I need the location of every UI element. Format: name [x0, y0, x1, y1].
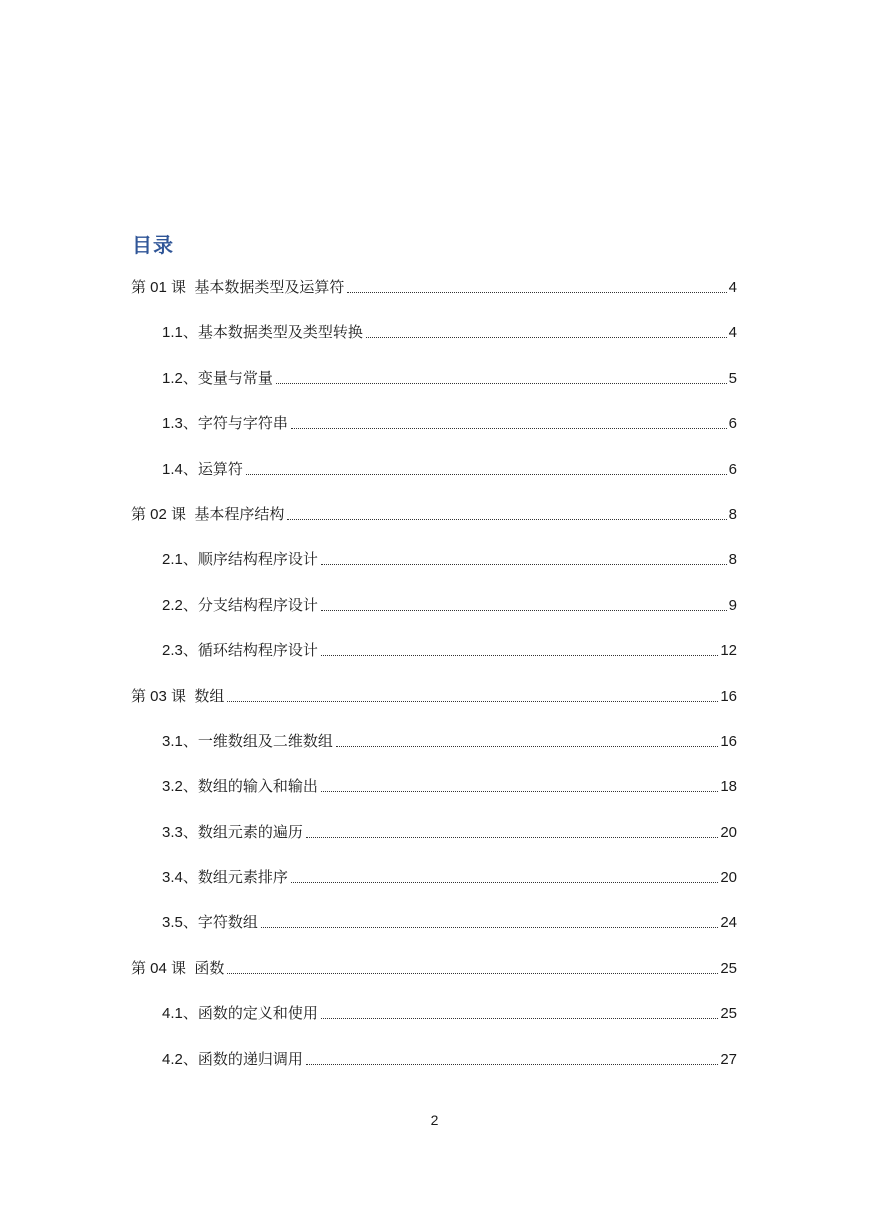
toc-entry-page: 20 — [720, 865, 737, 891]
toc-chapter-entry[interactable] — [131, 956, 737, 1001]
toc-entry-title: 2.2、分支结构程序设计 — [162, 593, 319, 619]
toc-dot-leader — [227, 956, 718, 974]
toc-entry-page: 8 — [729, 547, 737, 573]
toc-dot-leader — [366, 320, 727, 338]
toc-section-entry[interactable] — [131, 320, 737, 365]
toc-dot-leader — [321, 1001, 718, 1019]
toc-dot-leader — [306, 820, 718, 838]
toc-section-entry[interactable] — [131, 910, 737, 955]
toc-section-entry[interactable] — [131, 865, 737, 910]
toc-section-entry[interactable] — [131, 1047, 737, 1092]
toc-entry-page: 16 — [720, 684, 737, 710]
toc-section-entry[interactable] — [131, 820, 737, 865]
toc-entry-title: 3.4、数组元素排序 — [162, 865, 289, 891]
toc-chapter-entry[interactable] — [131, 684, 737, 729]
toc-entry-page: 5 — [729, 366, 737, 392]
toc-entry-page: 4 — [729, 320, 737, 346]
toc-entry-title: 1.4、运算符 — [162, 457, 244, 483]
toc-section-entry[interactable] — [131, 729, 737, 774]
toc-dot-leader — [306, 1047, 718, 1065]
toc-section-entry[interactable] — [131, 1001, 737, 1046]
toc-chapter-entry[interactable] — [131, 502, 737, 547]
toc-entry-title: 4.1、函数的定义和使用 — [162, 1001, 319, 1027]
toc-entry-title: 1.3、字符与字符串 — [162, 411, 289, 437]
toc-entry-title: 第 02 课 基本程序结构 — [131, 502, 285, 528]
toc-entry-title: 4.2、函数的递归调用 — [162, 1047, 304, 1073]
toc-entry-title: 3.1、一维数组及二维数组 — [162, 729, 334, 755]
toc-list — [131, 275, 737, 1092]
toc-entry-page: 9 — [729, 593, 737, 619]
toc-title: 目录 — [132, 235, 174, 257]
toc-entry-title: 3.5、字符数组 — [162, 910, 259, 936]
toc-dot-leader — [261, 910, 718, 928]
toc-section-entry[interactable] — [131, 593, 737, 638]
toc-dot-leader — [336, 729, 718, 747]
toc-entry-page: 27 — [720, 1047, 737, 1073]
toc-section-entry[interactable] — [131, 774, 737, 819]
toc-entry-page: 20 — [720, 820, 737, 846]
toc-entry-title: 3.3、数组元素的遍历 — [162, 820, 304, 846]
toc-entry-page: 25 — [720, 956, 737, 982]
toc-dot-leader — [321, 593, 727, 611]
toc-entry-title: 第 04 课 函数 — [131, 956, 225, 982]
toc-entry-title: 1.1、基本数据类型及类型转换 — [162, 320, 364, 346]
toc-entry-page: 6 — [729, 411, 737, 437]
toc-entry-title: 2.3、循环结构程序设计 — [162, 638, 319, 664]
toc-section-entry[interactable] — [131, 366, 737, 411]
toc-entry-page: 12 — [720, 638, 737, 664]
toc-dot-leader — [246, 457, 727, 475]
toc-entry-page: 8 — [729, 502, 737, 528]
toc-dot-leader — [321, 547, 727, 565]
toc-entry-title: 3.2、数组的输入和输出 — [162, 774, 319, 800]
toc-dot-leader — [276, 366, 727, 384]
toc-dot-leader — [321, 638, 718, 656]
toc-section-entry[interactable] — [131, 547, 737, 592]
toc-chapter-entry[interactable] — [131, 275, 737, 320]
toc-entry-page: 16 — [720, 729, 737, 755]
toc-entry-page: 25 — [720, 1001, 737, 1027]
toc-entry-page: 18 — [720, 774, 737, 800]
toc-entry-title: 2.1、顺序结构程序设计 — [162, 547, 319, 573]
toc-entry-title: 1.2、变量与常量 — [162, 366, 274, 392]
page-number: 2 — [430, 1112, 439, 1128]
toc-dot-leader — [227, 684, 718, 702]
toc-dot-leader — [291, 865, 718, 883]
toc-entry-title: 第 01 课 基本数据类型及运算符 — [131, 275, 345, 301]
toc-dot-leader — [347, 275, 726, 293]
toc-section-entry[interactable] — [131, 411, 737, 456]
toc-entry-page: 24 — [720, 910, 737, 936]
toc-section-entry[interactable] — [131, 457, 737, 502]
toc-dot-leader — [287, 502, 726, 520]
toc-dot-leader — [321, 774, 718, 792]
toc-entry-page: 4 — [729, 275, 737, 301]
toc-dot-leader — [291, 411, 727, 429]
toc-entry-page: 6 — [729, 457, 737, 483]
toc-entry-title: 第 03 课 数组 — [131, 684, 225, 710]
toc-section-entry[interactable] — [131, 638, 737, 683]
